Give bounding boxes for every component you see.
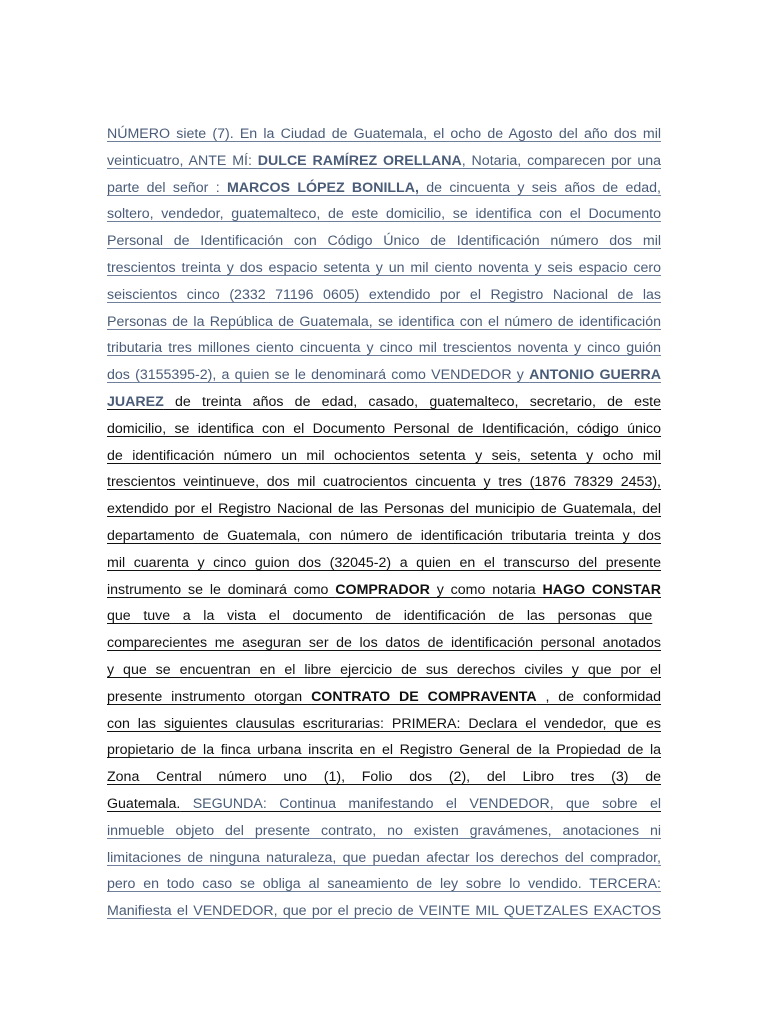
text-line <box>107 255 661 282</box>
text-line <box>107 764 661 791</box>
text-run: y que se encuentran en el libre ejercicio de sus derechos civiles y que por el <box>107 661 661 678</box>
text-run: que tuve a la vista el documento de identificación de las personas que <box>107 608 653 625</box>
text-line <box>107 818 661 845</box>
bold-text: DULCE RAMÍREZ ORELLANA <box>257 152 462 169</box>
text-line <box>107 309 661 336</box>
text-run: de treinta años de edad, casado, guatemalteco, secretario, de este <box>163 393 661 410</box>
text-run: NÚMERO siete (7). En la Ciudad de Guatemala, el ocho de Agosto del año dos mil <box>107 126 661 142</box>
text-line-content <box>107 201 661 228</box>
text-line-content <box>107 148 661 175</box>
text-run: de identificación número un mil ochocientos setenta y seis, setenta y ocho mil <box>107 447 661 464</box>
text-line-content <box>107 657 661 684</box>
text-line <box>107 791 661 818</box>
text-line-content <box>107 577 661 604</box>
text-run: inmueble objeto del presente contrato, no existen gravámenes, anotaciones ni <box>107 822 661 839</box>
text-line <box>107 550 661 577</box>
text-run: trescientos treinta y dos espacio setenta y un mil ciento noventa y seis espacio cero <box>107 259 661 276</box>
text-run: comparecientes me aseguran ser de los datos de identificación personal anotados <box>107 635 661 652</box>
text-run: Guatemala. <box>107 795 181 812</box>
text-run: y como notaria <box>429 581 543 598</box>
text-run: de cincuenta y seis años de edad, <box>418 179 661 196</box>
text-run: Personal de Identificación con Código Único de Identificación número dos mil <box>107 233 661 250</box>
text-line-content <box>107 469 661 496</box>
text-line-content <box>107 282 661 309</box>
text-line-content <box>107 175 661 202</box>
text-run: trescientos veintinueve, dos mil cuatrocientos cincuenta y tres (1876 78329 2453), <box>107 474 661 491</box>
text-line-content <box>107 523 661 550</box>
text-line <box>107 711 661 738</box>
text-line <box>107 175 661 202</box>
text-run: seiscientos cinco (2332 71196 0605) extendido por el Registro Nacional de las <box>107 286 661 303</box>
text-run: instrumento se le dominará como <box>107 581 336 598</box>
text-line <box>107 603 661 630</box>
text-line-content <box>107 711 661 738</box>
text-run: mil cuarenta y cinco guion dos (32045-2) a quien en el transcurso del presente <box>107 554 661 571</box>
text-run: , Notaria, comparecen por una <box>461 152 662 169</box>
text-line-content <box>107 309 661 336</box>
text-line-content <box>107 791 661 818</box>
text-line <box>107 737 661 764</box>
text-line-content <box>107 416 661 443</box>
text-line <box>107 496 661 523</box>
text-run: limitaciones de ninguna naturaleza, que puedan afectar los derechos del comprador, <box>107 849 661 866</box>
text-line <box>107 684 661 711</box>
text-line <box>107 362 661 389</box>
text-line-content <box>107 121 661 148</box>
text-run: departamento de Guatemala, con número de identificación tributaria treinta y dos <box>107 527 661 544</box>
text-run: dos (3155395-2), a quien se le denominará como VENDEDOR y <box>107 367 530 384</box>
text-line <box>107 657 661 684</box>
text-line <box>107 523 661 550</box>
text-line-content <box>107 228 661 255</box>
text-line <box>107 335 661 362</box>
text-run: presente instrumento otorgan <box>107 688 312 705</box>
text-line <box>107 630 661 657</box>
text-run: , de conformidad <box>536 688 662 705</box>
text-line-content <box>107 818 661 845</box>
text-line <box>107 469 661 496</box>
text-line <box>107 845 661 872</box>
text-line-content <box>107 496 661 523</box>
bold-text: COMPRADOR <box>335 581 430 598</box>
text-line <box>107 228 661 255</box>
bold-text: ANTONIO GUERRA <box>529 367 661 384</box>
text-line-content <box>107 737 661 764</box>
text-line-content <box>107 684 661 711</box>
text-run: propietario de la finca urbana inscrita en el Registro General de la Propiedad de la <box>107 742 661 759</box>
text-line <box>107 416 661 443</box>
text-line-content <box>107 443 661 470</box>
text-line-content <box>107 871 661 898</box>
text-run: soltero, vendedor, guatemalteco, de este domicilio, se identifica con el Documento <box>107 206 661 223</box>
text-run: Manifiesta el VENDEDOR, que por el precio de VEINTE MIL QUETZALES EXACTOS <box>107 903 661 920</box>
text-run: parte del señor : <box>107 179 227 196</box>
text-line <box>107 148 661 175</box>
text-line-content <box>107 335 661 362</box>
text-run: tributaria tres millones ciento cincuenta y cinco mil trescientos noventa y cinco guión <box>107 340 661 357</box>
text-line <box>107 871 661 898</box>
text-line <box>107 443 661 470</box>
text-line-content <box>107 255 661 282</box>
text-line <box>107 389 661 416</box>
text-line-content <box>107 764 661 791</box>
text-line <box>107 898 661 925</box>
bold-text: CONTRATO DE COMPRAVENTA <box>311 688 537 705</box>
text-line <box>107 282 661 309</box>
bold-text: MARCOS LÓPEZ BONILLA, <box>226 179 419 196</box>
text-run: Personas de la República de Guatemala, se identifica con el número de identificación <box>107 313 661 330</box>
text-line-content <box>107 898 661 925</box>
text-line <box>107 201 661 228</box>
text-run: con las siguientes clausulas escriturarias: PRIMERA: Declara el vendedor, que es <box>107 715 661 732</box>
text-line-content <box>107 362 661 389</box>
text-line <box>107 577 661 604</box>
text-line-content <box>107 603 652 630</box>
text-run: pero en todo caso se obliga al saneamiento de ley sobre lo vendido. TERCERA: <box>107 876 661 893</box>
text-line-content <box>107 630 661 657</box>
text-line-content <box>107 550 661 577</box>
text-run: Zona Central número uno (1), Folio dos (2), del Libro tres (3) de <box>107 769 661 786</box>
bold-text: HAGO CONSTAR <box>542 581 661 598</box>
text-line-content <box>107 845 661 872</box>
document-body <box>107 121 661 925</box>
text-run: SEGUNDA: Continua manifestando el VENDEDOR, que sobre el <box>180 795 661 812</box>
bold-text: JUAREZ <box>107 393 164 410</box>
text-line <box>107 121 661 148</box>
text-line-content <box>107 389 661 416</box>
text-run: domicilio, se identifica con el Documento Personal de Identificación, código único <box>107 420 661 437</box>
text-run: veinticuatro, ANTE MÍ: <box>107 152 258 169</box>
text-run: extendido por el Registro Nacional de las Personas del municipio de Guatemala, del <box>107 501 661 518</box>
